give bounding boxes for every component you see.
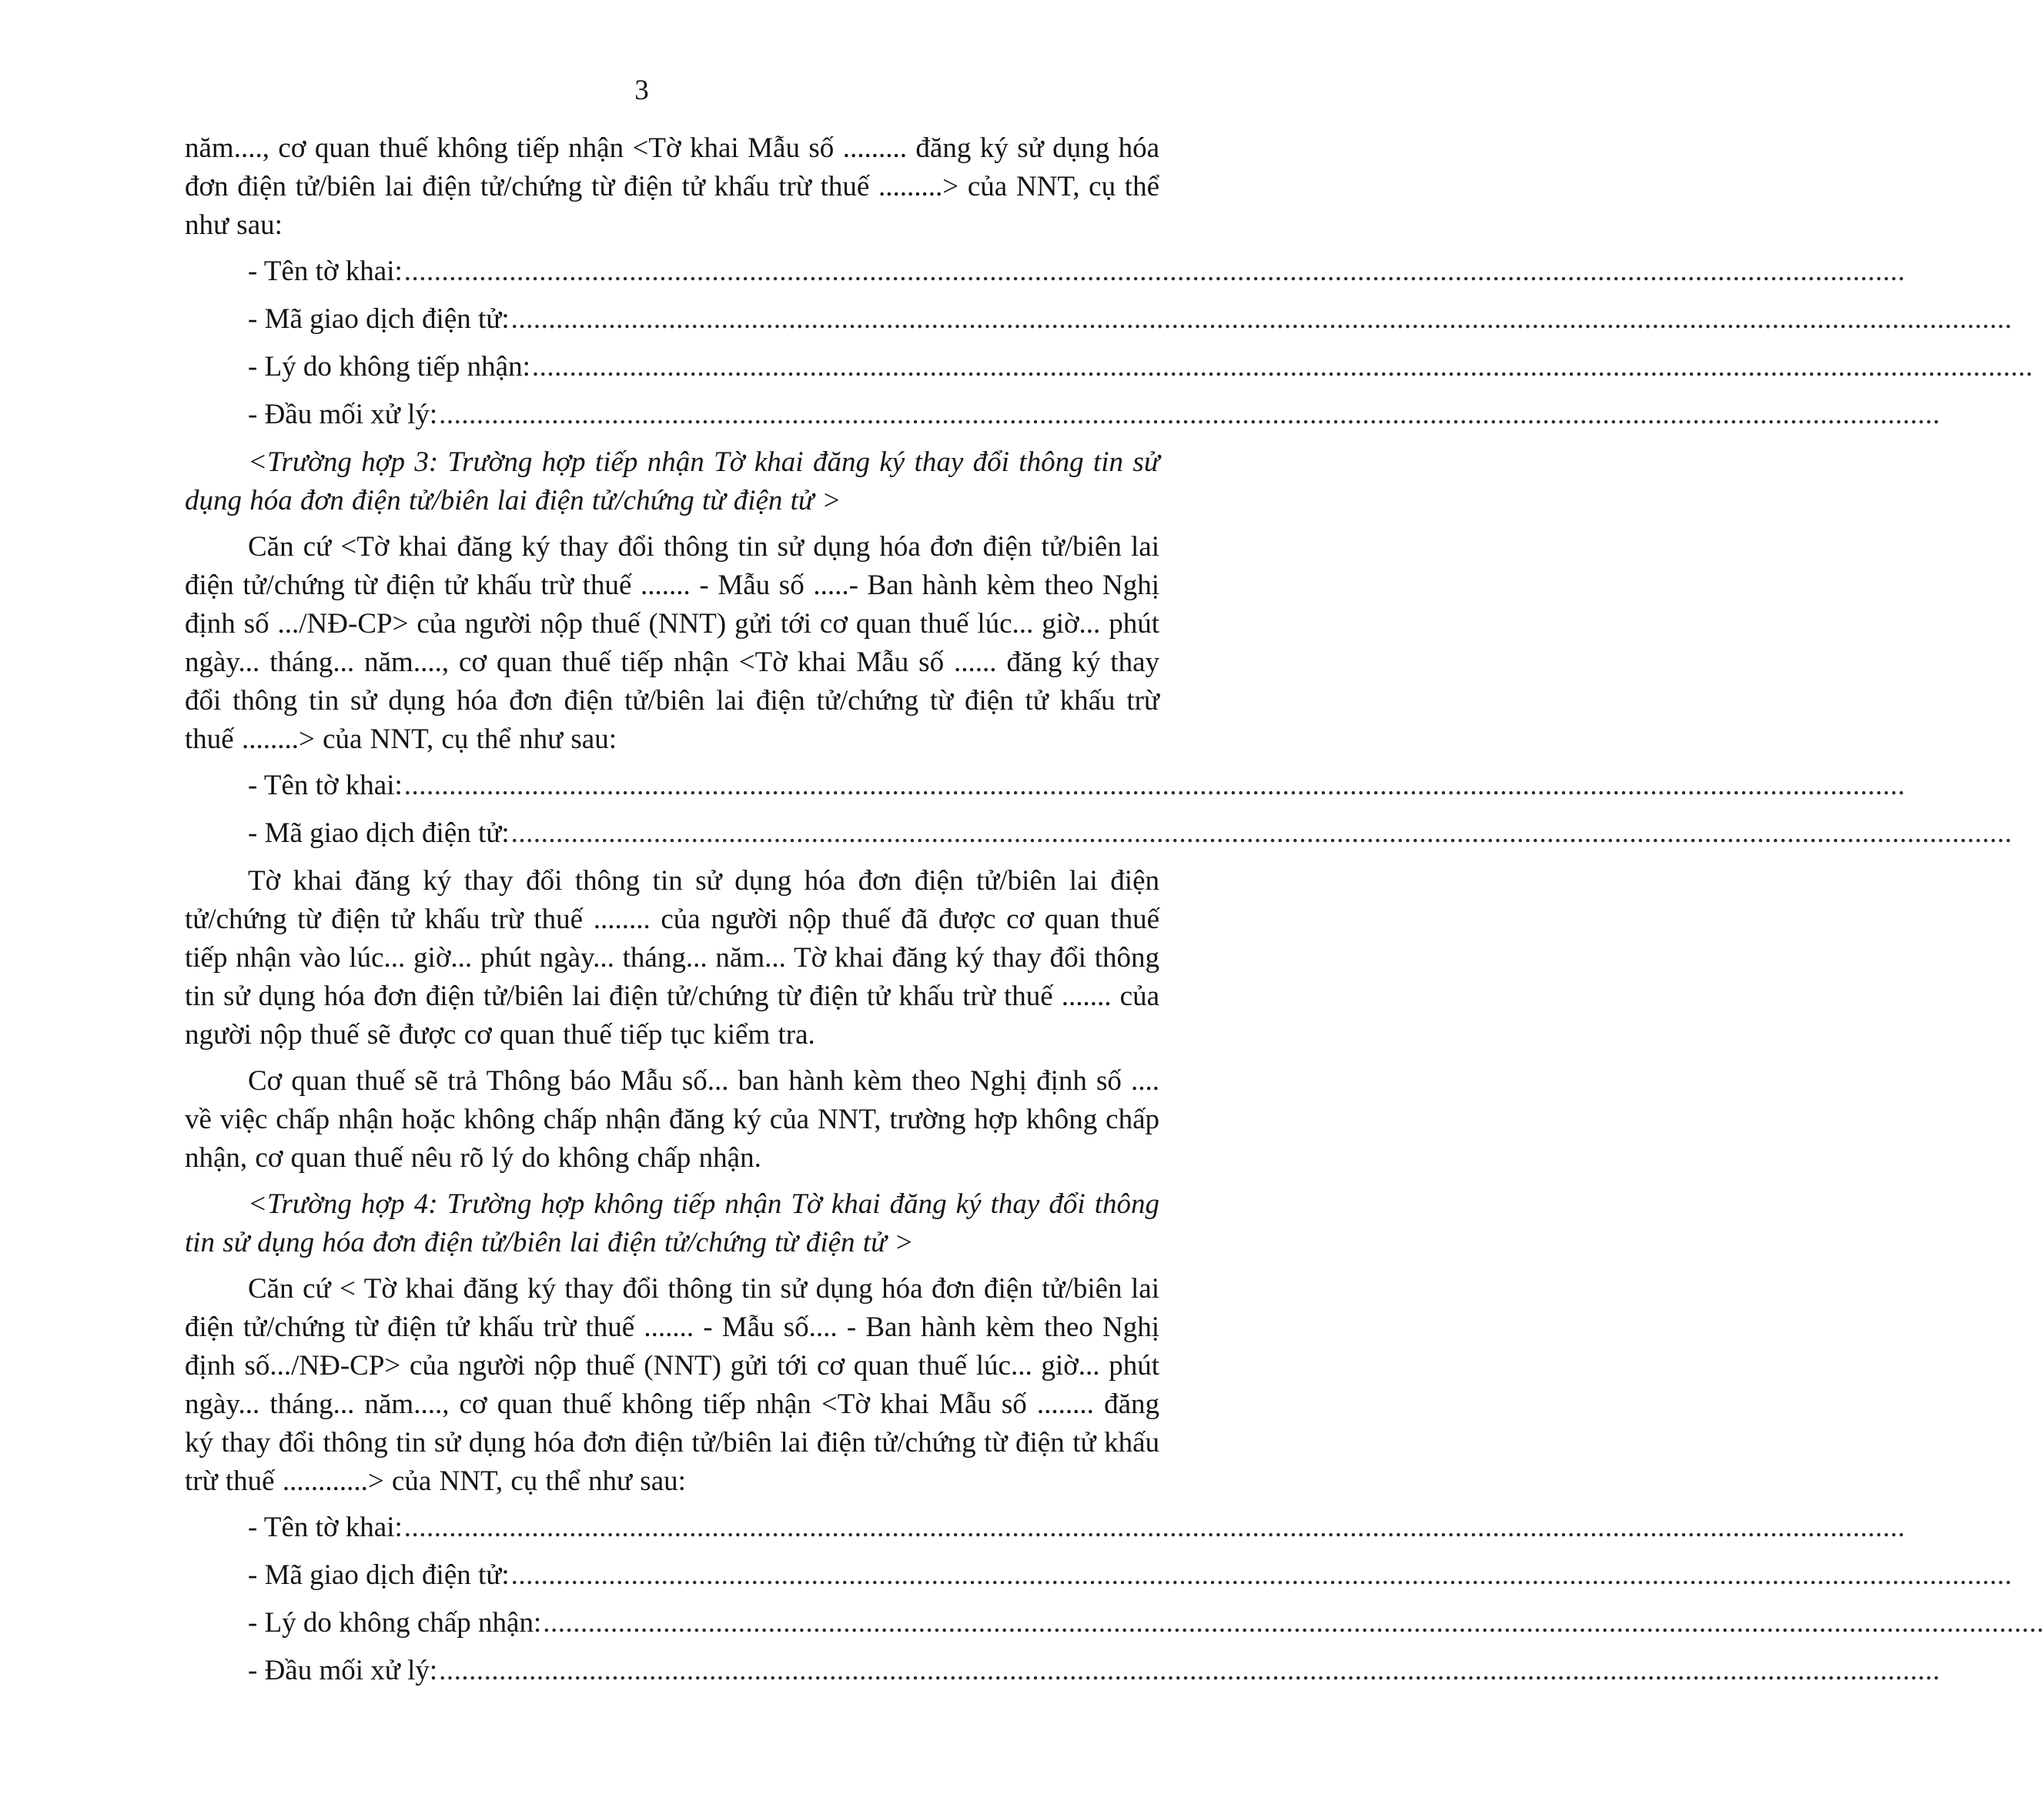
fill-in-dots: ........................................................................................................................................................................................................ xyxy=(510,303,2012,335)
field-label: - Tên tờ khai: xyxy=(248,770,403,801)
fill-in-dots: ........................................................................................................................................................................................................ xyxy=(531,351,2033,383)
field-label: - Đầu mối xử lý: xyxy=(248,399,438,430)
case2-continuation-paragraph: năm...., cơ quan thuế không tiếp nhận <Tờ khai Mẫu số ......... đăng ký sử dụng hóa đơn điện tử/biên lai điện tử/chứng từ điện tử khấu trừ thuế .........> của NNT, cụ thể như sau: xyxy=(185,132,1159,241)
fill-in-dots: ........................................................................................................................................................................................................ xyxy=(403,256,1905,287)
page-number: 3 xyxy=(634,75,649,106)
field-label: - Tên tờ khai: xyxy=(248,1512,403,1543)
fill-in-dots: ........................................................................................................................................................................................................ xyxy=(439,399,1941,430)
field-label: - Lý do không tiếp nhận: xyxy=(248,351,530,383)
field-ten-to-khai xyxy=(185,252,1905,291)
case4-heading: <Trường hợp 4: Trường hợp không tiếp nhận Tờ khai đăng ký thay đổi thông tin sử dụng hóa đơn điện tử/biên lai điện tử/chứng từ điện tử > xyxy=(185,1188,1159,1258)
field-ten-to-khai xyxy=(185,767,1905,805)
field-ly-do xyxy=(185,348,2033,386)
fill-in-dots: ........................................................................................................................................................................................................ xyxy=(543,1607,2044,1639)
fill-in-dots: ........................................................................................................................................................................................................ xyxy=(439,1655,1941,1686)
case3-body-paragraph: Căn cứ <Tờ khai đăng ký thay đổi thông tin sử dụng hóa đơn điện tử/biên lai điện tử/chứng từ điện tử khấu trừ thuế ....... - Mẫu số .....- Ban hành kèm theo Nghị định số .../NĐ-CP> của người nộp thuế (NNT) gửi tới cơ quan thuế lúc... giờ... phút ngày... tháng... năm...., cơ quan thuế tiếp nhận <Tờ khai Mẫu số ...... đăng ký thay đổi thông tin sử dụng hóa đơn điện tử/biên lai điện tử/chứng từ điện tử khấu trừ thuế ........> của NNT, cụ thể như sau: xyxy=(185,531,1159,755)
case3-heading: <Trường hợp 3: Trường hợp tiếp nhận Tờ khai đăng ký thay đổi thông tin sử dụng hóa đơn điện tử/biên lai điện tử/chứng từ điện tử > xyxy=(185,446,1159,516)
case3-paragraph-2: Tờ khai đăng ký thay đổi thông tin sử dụng hóa đơn điện tử/biên lai điện tử/chứng từ điện tử khấu trừ thuế ........ của người nộp thuế đã được cơ quan thuế tiếp nhận vào lúc... giờ... phút ngày... tháng... năm... Tờ khai đăng ký thay đổi thông tin sử dụng hóa đơn điện tử/biên lai điện tử/chứng từ điện tử khấu trừ thuế ....... của người nộp thuế sẽ được cơ quan thuế tiếp tục kiểm tra. xyxy=(185,865,1159,1051)
field-ma-giao-dich xyxy=(185,300,2012,339)
case3-paragraph-3: Cơ quan thuế sẽ trả Thông báo Mẫu số... ban hành kèm theo Nghị định số .... về việc chấp nhận hoặc không chấp nhận đăng ký của NNT, trường hợp không chấp nhận, cơ quan thuế nêu rõ lý do không chấp nhận. xyxy=(185,1065,1159,1174)
field-ma-giao-dich xyxy=(185,1556,2012,1595)
field-label: - Tên tờ khai: xyxy=(248,256,403,287)
document-body xyxy=(185,129,2044,1699)
fill-in-dots: ........................................................................................................................................................................................................ xyxy=(403,1512,1905,1543)
case4-body-paragraph: Căn cứ < Tờ khai đăng ký thay đổi thông tin sử dụng hóa đơn điện tử/biên lai điện tử/chứng từ điện tử khấu trừ thuế ....... - Mẫu số.... - Ban hành kèm theo Nghị định số.../NĐ-CP> của người nộp thuế (NNT) gửi tới cơ quan thuế lúc... giờ... phút ngày... tháng... năm...., cơ quan thuế không tiếp nhận <Tờ khai Mẫu số ........ đăng ký thay đổi thông tin sử dụng hóa đơn điện tử/biên lai điện tử/chứng từ điện tử khấu trừ thuế ............> của NNT, cụ thể như sau: xyxy=(185,1273,1159,1497)
field-ma-giao-dich xyxy=(185,814,2012,853)
field-label: - Lý do không chấp nhận: xyxy=(248,1607,542,1639)
fill-in-dots: ........................................................................................................................................................................................................ xyxy=(403,770,1905,801)
field-ten-to-khai xyxy=(185,1509,1905,1547)
fill-in-dots: ........................................................................................................................................................................................................ xyxy=(510,817,2012,849)
fill-in-dots: ........................................................................................................................................................................................................ xyxy=(510,1559,2012,1591)
field-label: - Mã giao dịch điện tử: xyxy=(248,1559,510,1591)
field-label: - Đầu mối xử lý: xyxy=(248,1655,438,1686)
field-dau-moi xyxy=(185,1652,1941,1690)
field-label: - Mã giao dịch điện tử: xyxy=(248,303,510,335)
field-dau-moi xyxy=(185,396,1941,434)
field-label: - Mã giao dịch điện tử: xyxy=(248,817,510,849)
field-ly-do xyxy=(185,1604,2044,1642)
